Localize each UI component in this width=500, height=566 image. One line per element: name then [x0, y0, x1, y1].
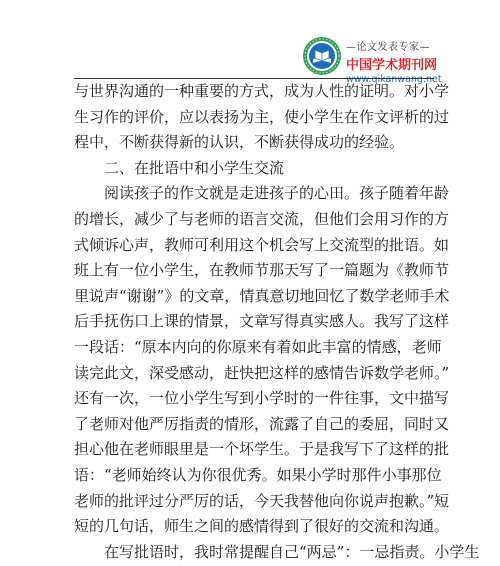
text-line: 在写批语时，我时常提醒自己“两忌”：一忌指责。小学生	[74, 542, 480, 561]
text-line: 读完此文，深受感动，赶快把这样的感情告诉数学老师。”	[74, 363, 450, 382]
text-line: 式倾诉心声，教师可利用这个机会写上交流型的批语。如	[74, 235, 450, 254]
section-heading: 二、在批语中和小学生交流	[74, 158, 285, 177]
text-line: 短的几句话，师生之间的感情得到了很好的交流和沟通。	[74, 517, 450, 536]
book-globe-logo-icon	[302, 36, 342, 76]
document-body	[74, 79, 480, 565]
text-line: 后手抚伤口上课的情景，文章写得真实感人。我写了这样	[74, 312, 450, 331]
page-header	[0, 0, 500, 85]
text-line: 担心他在老师眼里是一个坏学生。于是我写下了这样的批	[74, 440, 450, 459]
text-line: 与世界沟通的一种重要的方式，成为人性的证明。对小学	[74, 82, 450, 100]
brand-tagline: —论文发表专家—	[346, 42, 430, 53]
text-line: 老师的批评过分严厉的话，今天我替他向你说声抱歉。”短	[74, 491, 450, 510]
text-line: 还有一次，一位小学生写到小学时的一件往事，文中描写	[74, 389, 450, 408]
text-line: 阅读孩子的作文就是走进孩子的心田。孩子随着年龄	[74, 184, 450, 203]
text-line: 里说声“谢谢”》的文章，情真意切地回忆了数学老师手术	[74, 286, 450, 305]
text-line: 生习作的评价，应以表扬为主，使小学生在作文评析的过	[74, 107, 450, 126]
brand-url[interactable]: www.qikanwang.net	[346, 74, 442, 85]
brand-name: 中国学术期刊网	[346, 58, 438, 73]
text-line: 的增长，减少了与老师的语言交流，但他们会用习作的方	[74, 209, 450, 228]
text-line: 班上有一位小学生，在教师节那天写了一篇题为《教师节	[74, 261, 450, 280]
text-line: 一段话：“原本内向的你原来有着如此丰富的情感，老师	[74, 337, 442, 356]
text-line: 语：“老师始终认为你很优秀。如果小学时那件小事那位	[74, 465, 442, 484]
text-line: 程中，不断获得新的认识，不断获得成功的经验。	[74, 133, 405, 152]
logo-emblem	[302, 36, 342, 76]
text-line: 了老师对他严厉指责的情形，流露了自己的委屈，同时又	[74, 414, 450, 433]
